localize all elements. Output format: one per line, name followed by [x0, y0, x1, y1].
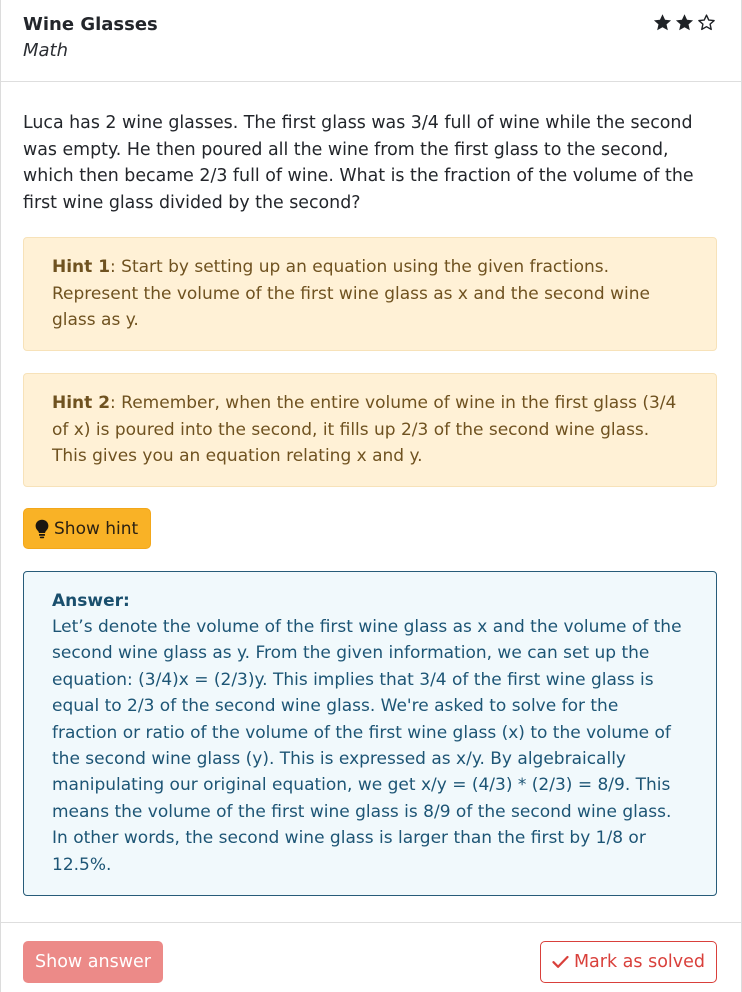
answer-text: Let’s denote the volume of the first wine glass as x and the volume of the second wine glass as y. From the given information, we can set up the equation: (3/4)x = (2/3)y. This implies that 3/4 of the first wine glass is equal to 2/3 of the second wine glass. We're asked to solve for the fraction or ratio of the volume of the first wine glass (x) to the volume of the second wine glass (y). This is expressed as x/y. By algebraically manipulating our original equation, we get x/y = (4/3) * (2/3) = 8/9. This means the volume of the first wine glass is 8/9 of the second wine glass. In other words, the second wine glass is larger than the first by 1/8 or 12.5%.: [52, 617, 682, 875]
star-filled-icon: [674, 12, 695, 33]
mark-as-solved-button[interactable]: [540, 941, 717, 983]
difficulty-rating: [652, 12, 717, 33]
answer-box: [23, 571, 717, 896]
show-hint-label: Show hint: [54, 518, 139, 539]
hint-text: : Remember, when the entire volume of wine in the first glass (3/4 of x) is poured into the second, it fills up 2/3 of the second wine glass. This gives you an equation relating x and y.: [52, 393, 677, 466]
problem-footer: [1, 922, 741, 992]
star-filled-icon: [652, 12, 673, 33]
show-hint-button[interactable]: [23, 508, 151, 549]
star-empty-icon: [696, 12, 717, 33]
show-answer-button[interactable]: Show answer: [23, 941, 163, 983]
check-icon: [552, 955, 569, 969]
hint-text: : Start by setting up an equation using the given fractions. Represent the volume of the first wine glass as x and the second wine glass as y.: [52, 257, 650, 330]
hint-label: Hint 2: [52, 393, 111, 413]
question-text: Luca has 2 wine glasses. The first glass was 3/4 full of wine while the second was empty. He then poured all the wine from the first glass to the second, which then became 2/3 full of wine. What is the fraction of the volume of the first wine glass divided by the second?: [23, 113, 694, 213]
mark-as-solved-label: Mark as solved: [573, 952, 705, 972]
answer-heading: Answer:: [52, 591, 130, 611]
problem-header: [1, 0, 741, 82]
hint-box-2: [23, 373, 717, 487]
problem-title: Wine Glasses: [23, 14, 158, 35]
hint-label: Hint 1: [52, 257, 111, 277]
hint-box-1: [23, 237, 717, 351]
lightbulb-icon: [34, 519, 50, 539]
problem-category: Math: [23, 40, 69, 61]
